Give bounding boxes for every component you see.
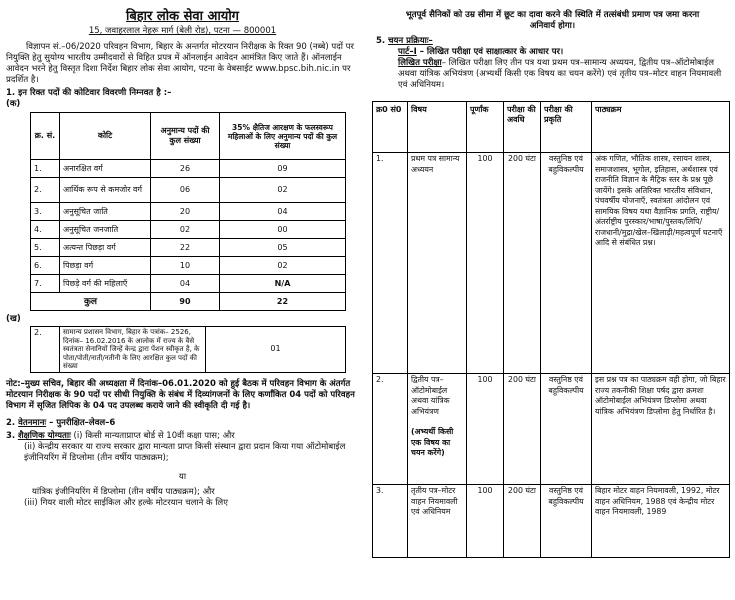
cell-subject-note: (अभ्यर्थी किसी एक विषय का चयन करेंगे) [411, 427, 454, 457]
pay-label: वेतनमानः [18, 417, 47, 428]
total-label: कुल [31, 293, 151, 311]
header-syllabus: पाठ्यक्रम [592, 102, 730, 153]
header-marks: पूर्णांक [467, 102, 504, 153]
table-total-row [31, 293, 346, 311]
cell-total: 22 [151, 239, 220, 257]
cell-category: अनारक्षित वर्ग [60, 160, 151, 178]
cell-total: 02 [151, 221, 220, 239]
table-row [31, 203, 346, 221]
cell-subject: द्वितीय पत्र–ऑटोमोबाईल अथवा यांत्रिक अभियंत्रण [411, 375, 450, 416]
cell-total: 10 [151, 257, 220, 275]
table-row [373, 374, 730, 485]
cell-women: 02 [220, 257, 346, 275]
cell-sn: 2. [31, 327, 60, 373]
cell-sn: 3. [31, 203, 60, 221]
cell-sn: 5. [31, 239, 60, 257]
table-row [373, 485, 730, 558]
right-column [370, 0, 735, 600]
education-item-2: (ii) केन्द्रीय सरकार या राज्य सरकार द्वारा मान्यता प्राप्त किसी संस्थान द्वारा प्रदान किया गया ऑटोमोबाईल इंजीनियरिंग में डिप्लोमा (तीन वर्षीय पाठ्यक्रम); [24, 441, 346, 463]
cell-category: अनुसूचित जनजाति [60, 221, 151, 239]
cell-description: सामान्य प्रशासन विभाग, बिहार के पत्रांक– 2526, दिनांक– 16.02.2016 के आलोक में राज्य के वैसे स्वतंत्रता सेनानियों जिन्हें केन्द्र द्वारा पेंशन स्वीकृत है, के पोता/पोती/नाती/नतीनी के लिए आरक्षित कुल पदों की संख्या [60, 327, 206, 373]
education-item-4: (iii) गियर वाली मोटर साईकिल और हल्के मोटरयान चलाने के लिए [24, 497, 228, 508]
total-posts: 90 [151, 293, 220, 311]
written-exam-text: – लिखित परीक्षा लिए तीन पत्र यथा प्रथम पत्र–सामान्य अध्ययन, द्वितीय पत्र–ऑटोमोबाईल अथवा यांत्रिक अभियंत्रण (अभ्यर्थी किसी एक विषय का चयन करेंगे) एवं तृतीय पत्र–मोटर वाहन नियमावली एवं अधिनियम। [398, 58, 722, 90]
cell-category: अनुसूचित जाति [60, 203, 151, 221]
education-label: शैक्षणिक योग्यताः [17, 430, 71, 441]
header-sn: क्र0 सं0 [373, 102, 408, 153]
cell-total: 26 [151, 160, 220, 178]
cell-women: 00 [220, 221, 346, 239]
cell-subject: प्रथम पत्र सामान्य अध्ययन [408, 153, 467, 374]
category-table [30, 112, 346, 311]
cell-sn: 2. [373, 374, 408, 485]
section-1-heading: 1. इन रिक्त पदों की कोटिवार विवरणी निम्नवत है :– [6, 88, 172, 98]
header-nature: परीक्षा की प्रकृति [541, 102, 592, 153]
header-total-posts: अनुमान्य पदों की कुल संख्या [151, 113, 220, 160]
cell-syllabus: बिहार मोटर वाहन नियमावली, 1992, मोटर वाहन अधिनियम, 1988 एवं केन्द्रीय मोटर वाहन नियमावली, 1989 [592, 485, 730, 558]
cell-value: 01 [206, 327, 346, 373]
part-1-label: पार्ट–I [398, 47, 417, 57]
cell-marks: 100 [467, 153, 504, 374]
total-women-posts: 22 [220, 293, 346, 311]
selection-label: चयन प्रक्रियाः– [388, 36, 433, 46]
cell-marks: 100 [467, 485, 504, 558]
cell-category: पिछड़ा वर्ग [60, 257, 151, 275]
header-duration: परीक्षा की अवधि [504, 102, 541, 153]
part-1-text: – लिखित परीक्षा एवं साक्षात्कार के आधार पर। [419, 47, 564, 57]
part-kh-label: (ख) [6, 314, 21, 324]
cell-sn: 4. [31, 221, 60, 239]
syllabus-table [372, 101, 730, 558]
table-row [31, 275, 346, 293]
cell-sn: 3. [373, 485, 408, 558]
table-row [31, 178, 346, 203]
cell-total: 06 [151, 178, 220, 203]
cell-women: N/A [220, 275, 346, 293]
education-line [6, 431, 359, 442]
cell-sn: 2. [31, 178, 60, 203]
cell-duration: 200 घंटा [504, 374, 541, 485]
freedom-fighter-table [30, 326, 346, 373]
cell-category: पिछड़े वर्ग की महिलाएँ [60, 275, 151, 293]
cell-total: 04 [151, 275, 220, 293]
cell-syllabus: इस प्रश्न पत्र का पाठ्यक्रम वही होगा, जो बिहार राज्य तकनीकी शिक्षा पर्षद द्वारा क्रमशः ऑटोमोबाईल अभियंत्रण डिप्लोमा अथवा यांत्रिक अभियंत्रण डिप्लोमा हेतु निर्धारित है। [592, 374, 730, 485]
cell-women: 05 [220, 239, 346, 257]
cell-subject-wrap [408, 374, 467, 485]
left-column [0, 0, 365, 600]
education-number: 3. [6, 430, 16, 441]
cell-marks: 100 [467, 374, 504, 485]
syllabus-table-header [373, 102, 730, 153]
category-table-header [31, 113, 346, 160]
table-row [31, 257, 346, 275]
education-item-1: (i) किसी मान्यताप्राप्त बोर्ड से 10वीं कक्षा पास; और [73, 430, 235, 441]
page-title: बिहार लोक सेवा आयोग [125, 9, 239, 24]
header-women-posts: 35% क्षैतिज आरक्षण के फलस्वरूप महिलाओं के लिए अनुमान्य पदों की कुल संख्या [220, 113, 346, 160]
note-paragraph: नोट:–मुख्य सचिव, बिहार की अध्यक्षता में दिनांक–06.01.2020 को हुई बैठक में परिवहन विभाग के अंतर्गत मोटरयान निरीक्षक के 90 पदों पर सीधी नियुक्ति के संबंध में दिव्यांगजनों के लिए कर्णांकित 04 पदों को परिवहन विभाग में सृजित लिपिक के 04 पद उपलब्ध कराये जाने की स्वीकृति दी गई है। [6, 378, 355, 411]
cell-subject: तृतीय पत्र–मोटर वाहन नियमावली एवं अधिनियम [408, 485, 467, 558]
header-subject: विषय [408, 102, 467, 153]
address: 15, जवाहरलाल नेहरू मार्ग (बेली रोड), पटना — 800001 [88, 26, 277, 36]
cell-women: 09 [220, 160, 346, 178]
cell-sn: 6. [31, 257, 60, 275]
pay-scale-line [6, 418, 359, 429]
table-row [31, 239, 346, 257]
ex-servicemen-note: भूतपूर्व सैनिकों को उम्र सीमा में छूट का दावा करने की स्थिति में तत्संबंधी प्रमाण पत्र जमा करना अनिवार्य होगा। [405, 10, 700, 31]
cell-women: 04 [220, 203, 346, 221]
cell-women: 02 [220, 178, 346, 203]
pay-number: 2. [6, 417, 16, 428]
cell-category: आर्थिक रूप से कमजोर वर्ग [60, 178, 151, 203]
part-k-label: (क) [6, 99, 21, 109]
table-row [31, 160, 346, 178]
cell-nature: वस्तुनिष्ठ एवं बहुविकल्पीय [541, 374, 592, 485]
written-exam-paragraph [398, 58, 729, 91]
cell-duration: 200 घंटा [504, 485, 541, 558]
cell-syllabus: अंक गणित, भौतिक शास्त्र, रसायन शास्त्र, समाजशास्त्र, भूगोल, इतिहास, अर्थशास्त्र एवं राजनीति विज्ञान के मैट्रिक स्तर के प्रश्न पूछे जायेंगे। इसके अतिरिक्त भारतीय संविधान, पंचवर्षीय योजनाएँ, स्वतंत्रता आंदोलन एवं सामयिक विषय यथा वैज्ञानिक प्रगति, राष्ट्रीय/अंतर्राष्ट्रीय पुरस्कार/भाषा/पुस्तक/लिपि/राजधानी/मुद्रा/खेल–खिलाड़ी/महत्वपूर्ण घटनाएँ आदि से संबंधित प्रश्न। [592, 153, 730, 374]
written-exam-label: लिखित परीक्षा [398, 58, 442, 68]
table-row [373, 153, 730, 374]
table-row [31, 221, 346, 239]
part-1-line [398, 47, 729, 58]
cell-category: अत्यन्त पिछड़ा वर्ग [60, 239, 151, 257]
cell-sn: 1. [31, 160, 60, 178]
cell-nature: वस्तुनिष्ठ एवं बहुविकल्पीय [541, 485, 592, 558]
pay-value: – पुनरीक्षित–लेवल–6 [49, 417, 116, 428]
intro-paragraph: विज्ञापन सं.–06/2020 परिवहन विभाग, बिहार के अन्तर्गत मोटरयान निरीक्षक के रिक्त 90 (नब्बे) पदों पर नियुक्ति हेतु सुयोग्य भारतीय उम्मीदवारों से विहित प्रपत्र में ऑनलाईन आवेदन आमंत्रित किए जाते हैं। ऑनलाईन आवेदन भरने हेतु विस्तृत दिशा निर्देश बिहार लोक सेवा आयोग, पटना के वेबसाईट www.bpsc.bih.nic.in पर प्रदर्शित है। [6, 42, 354, 85]
header-category: कोटि [60, 113, 151, 160]
table-row [31, 327, 346, 373]
cell-nature: वस्तुनिष्ठ एवं बहुविकल्पीय [541, 153, 592, 374]
cell-sn: 7. [31, 275, 60, 293]
header-sn: क्र. सं. [31, 113, 60, 160]
selection-number: 5. [376, 36, 386, 46]
cell-duration: 200 घंटा [504, 153, 541, 374]
education-item-3: यांत्रिक इंजीनियरिंग में डिप्लोमा (तीन वर्षीय पाठ्यक्रम); और [32, 486, 215, 497]
cell-total: 20 [151, 203, 220, 221]
selection-heading [376, 36, 729, 47]
cell-sn: 1. [373, 153, 408, 374]
or-text: या [178, 471, 187, 482]
